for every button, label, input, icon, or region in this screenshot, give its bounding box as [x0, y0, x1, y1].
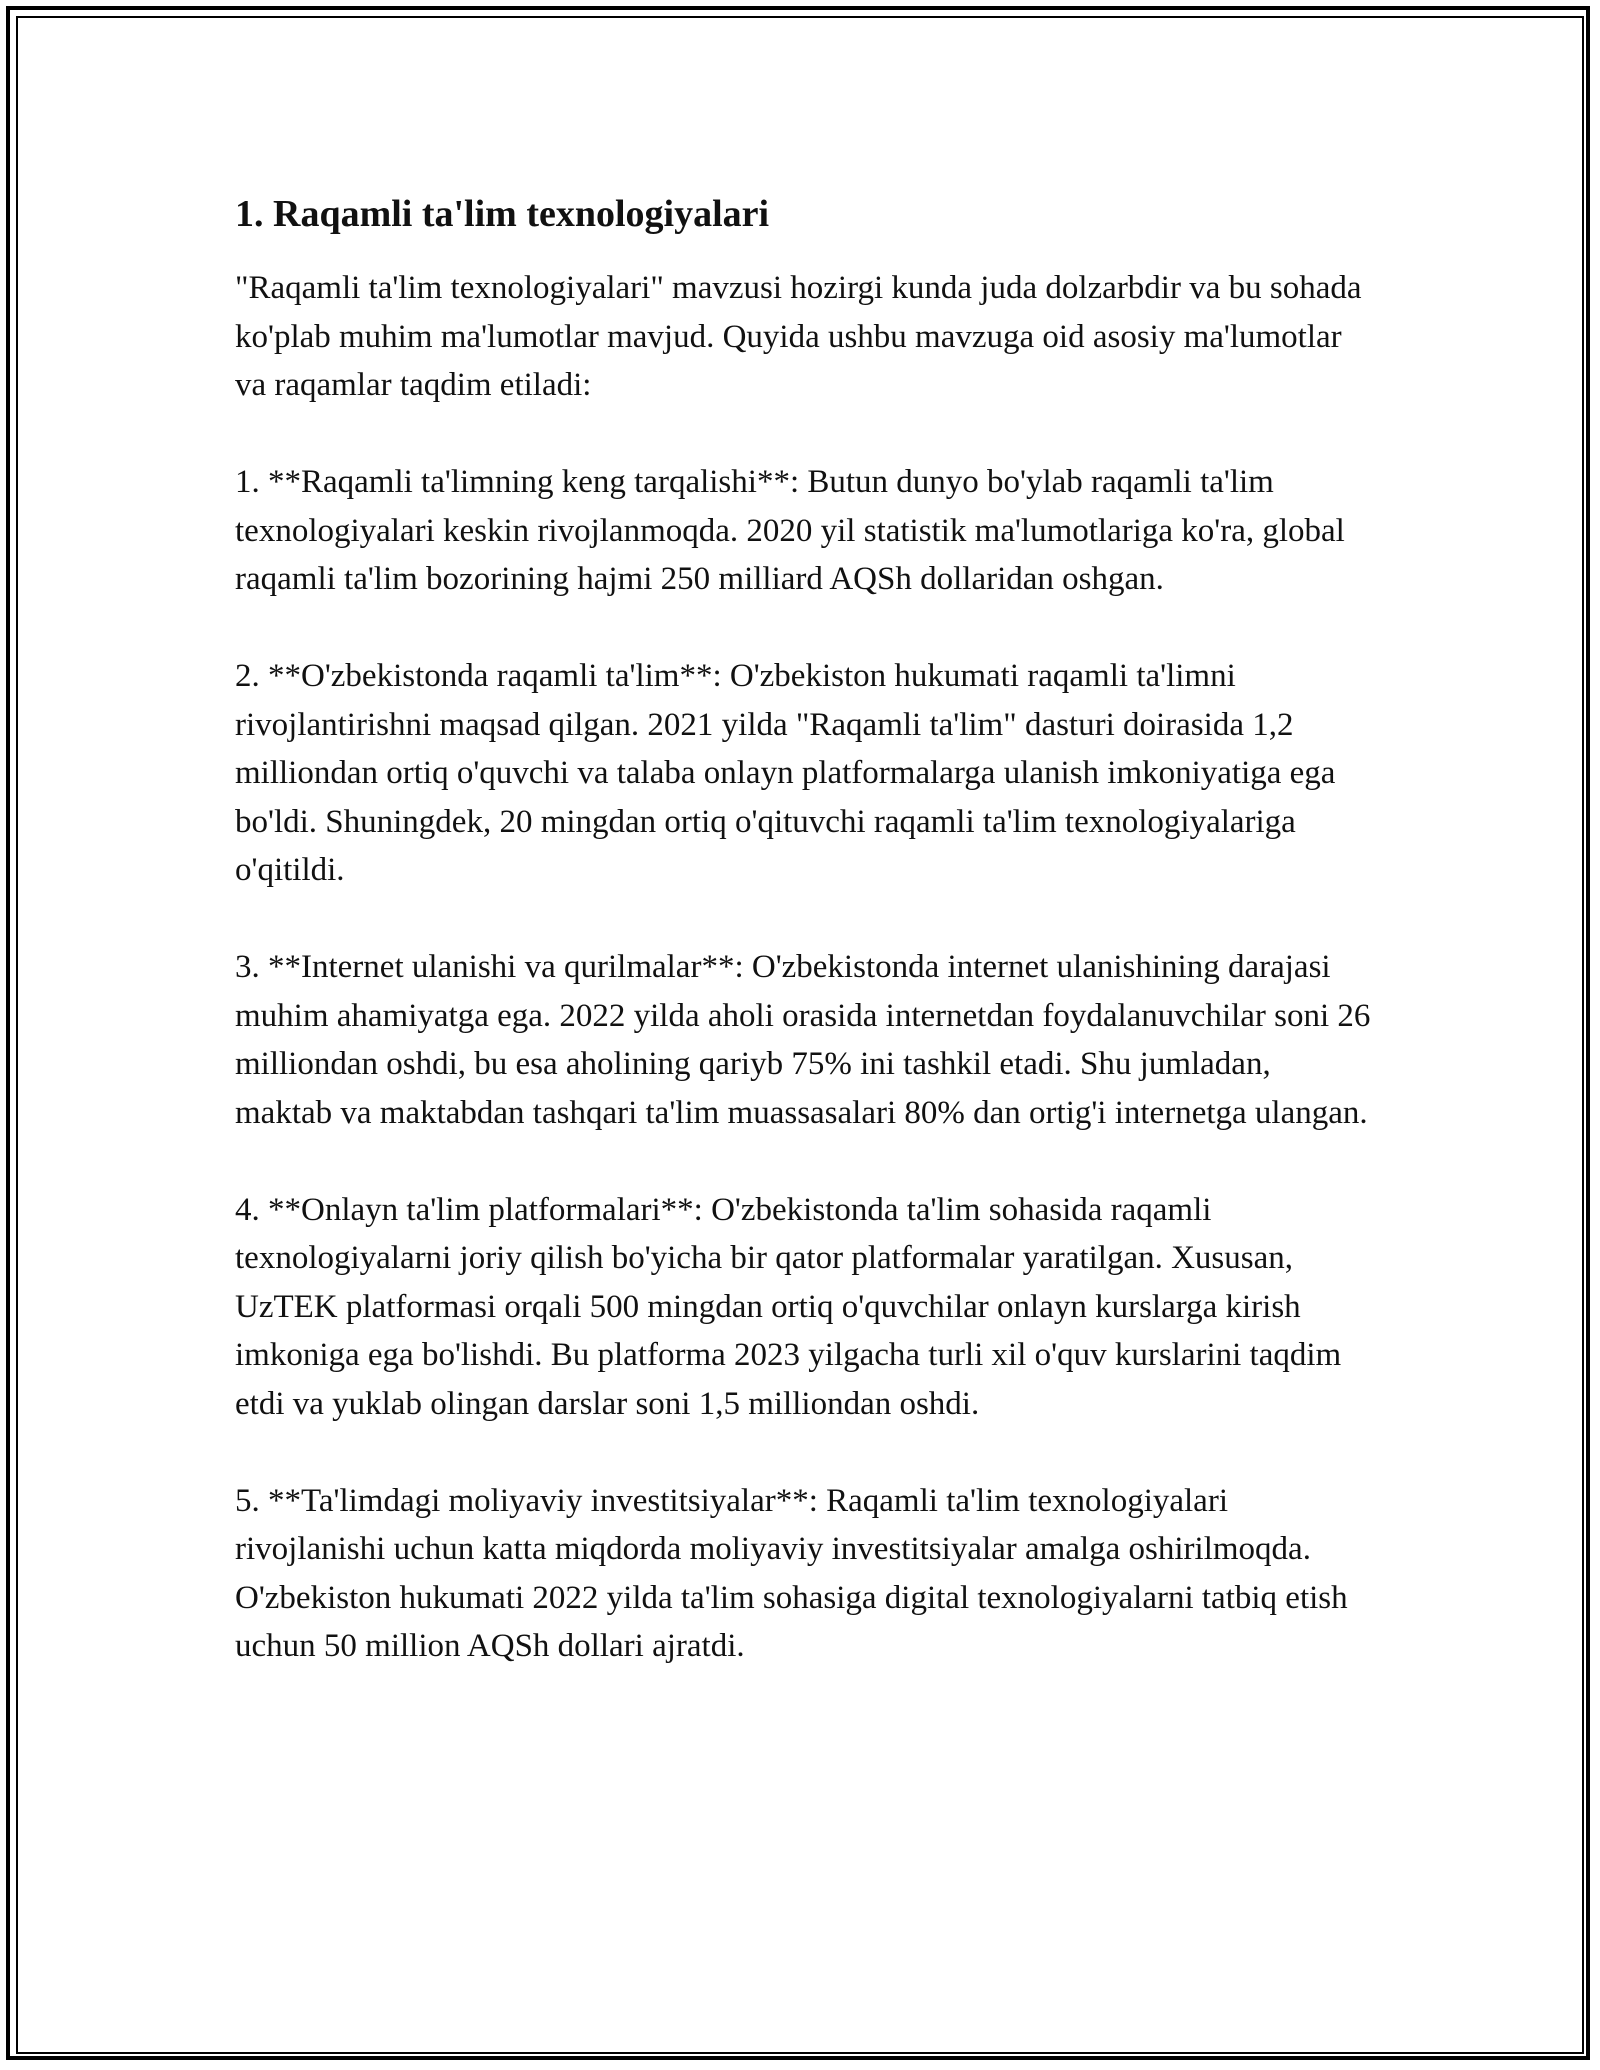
- list-item: 4. **Onlayn ta'lim platformalari**: O'zbekistonda ta'lim sohasida raqamli texnologiyalarni joriy qilish bo'yicha bir qator platformalar yaratilgan. Xususan, UzTEK platformasi orqali 500 mingdan ortiq o'quvchilar onlayn kurslarga kirish imkoniga ega bo'lishdi. Bu platforma 2023 yilgacha turli xil o'quv kurslarini taqdim etdi va yuklab olingan darslar soni 1,5 milliondan oshdi.: [235, 1191, 1342, 1422]
- intro-paragraph: "Raqamli ta'lim texnologiyalari" mavzusi hozirgi kunda juda dolzarbdir va bu sohada ko'plab muhim ma'lumotlar mavjud. Quyida ushbu mavzuga oid asosiy ma'lumotlar va raqamlar taqdim etiladi:: [235, 270, 1362, 403]
- list-item: 3. **Internet ulanishi va qurilmalar**: O'zbekistonda internet ulanishining darajasi muhim ahamiyatga ega. 2022 yilda aholi orasida internetdan foydalanuvchilar soni 26 milliondan oshdi, bu esa aholining qariyb 75% ini tashkil etadi. Shu jumladan, maktab va maktabdan tashqari ta'lim muassasalari 80% dan ortig'i internetga ulangan.: [235, 949, 1371, 1131]
- list-item: 2. **O'zbekistonda raqamli ta'lim**: O'zbekiston hukumati raqamli ta'limni rivojlantirishni maqsad qilgan. 2021 yilda "Raqamli ta'lim" dasturi doirasida 1,2 milliondan ortiq o'quvchi va talaba onlayn platformalarga ulanish imkoniyatiga ega bo'ldi. Shuningdek, 20 mingdan ortiq o'qituvchi raqamli ta'lim texnologiyalariga o'qitildi.: [235, 658, 1336, 888]
- list-item: 1. **Raqamli ta'limning keng tarqalishi**: Butun dunyo bo'ylab raqamli ta'lim texnologiyalari keskin rivojlanmoqda. 2020 yil statistik ma'lumotlariga ko'ra, global raqamli ta'lim bozorining hajmi 250 milliard AQSh dollaridan oshgan.: [235, 464, 1345, 597]
- document-body: [235, 186, 1375, 1719]
- document-title: 1. Raqamli ta'lim texnologiyalari: [235, 193, 770, 235]
- list-item: 5. **Ta'limdagi moliyaviy investitsiyalar**: Raqamli ta'lim texnologiyalari rivojlanishi uchun katta miqdorda moliyaviy investitsiyalar amalga oshirilmoqda. O'zbekiston hukumati 2022 yilda ta'lim sohasiga digital texnologiyalarni tatbiq etish uchun 50 million AQSh dollari ajratdi.: [235, 1482, 1348, 1664]
